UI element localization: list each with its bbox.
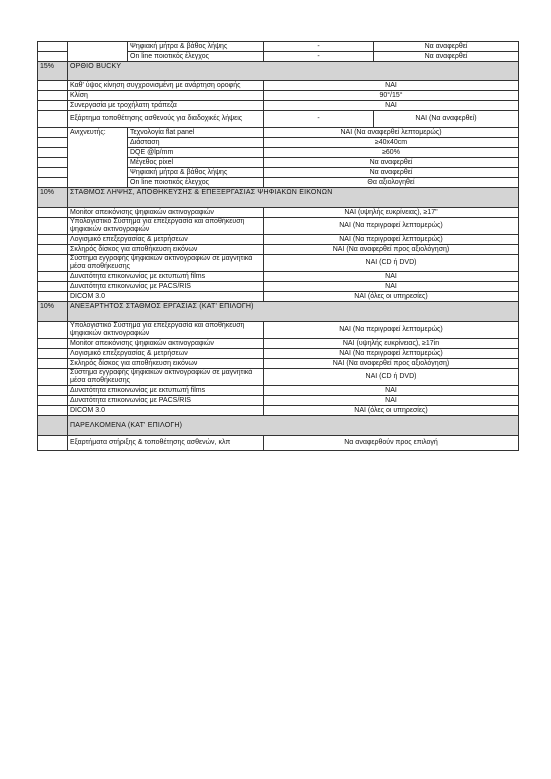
table-row xyxy=(38,52,519,62)
row-label: Καθ' ύψος κίνηση συγχρονισμένη με ανάρτηση οροφής xyxy=(68,81,264,91)
spec-table xyxy=(37,41,519,451)
row-value: Θα αξιολογηθεί xyxy=(264,178,519,188)
row-label: Ψηφιακή μήτρα & βάθος λήψης xyxy=(128,42,264,52)
row-label: Μέγεθος pixel xyxy=(128,158,264,168)
row-value: Να αναφερθεί xyxy=(264,168,519,178)
section-title: ΑΝΕΞΑΡΤΗΤΟΣ ΣΤΑΘΜΟΣ ΕΡΓΑΣΙΑΣ (ΚΑΤ' ΕΠΙΛΟΓΗ) xyxy=(68,302,519,322)
table-row xyxy=(38,436,519,451)
row-label: Σκληρός δίσκος για αποθήκευση εικόνων xyxy=(68,359,264,369)
row-label: Δυνατότητα επικοινωνίας με εκτυπωτή films xyxy=(68,386,264,396)
row-label: Monitor απεικόνισης ψηφιακών ακτινογραφιών xyxy=(68,339,264,349)
section-header xyxy=(38,188,519,208)
row-value: 90°/15° xyxy=(264,91,519,101)
table-row xyxy=(38,208,519,218)
pct-cell xyxy=(38,101,68,111)
table-row xyxy=(38,81,519,91)
pct-cell xyxy=(38,235,68,245)
row-value: ΝΑΙ (CD ή DVD) xyxy=(264,255,519,272)
section-header xyxy=(38,302,519,322)
row-value: ΝΑΙ (Να περιγραφεί λεπτομερώς) xyxy=(264,235,519,245)
section-weight: 15% xyxy=(38,62,68,81)
pct-cell xyxy=(38,91,68,101)
row-value: ΝΑΙ xyxy=(264,282,519,292)
pct-cell xyxy=(38,178,68,188)
group-label: Ανιχνευτής: xyxy=(68,128,128,188)
pct-cell xyxy=(38,339,68,349)
pct-cell xyxy=(38,359,68,369)
table-row xyxy=(38,406,519,416)
row-label: Εξάρτημα τοποθέτησης ασθενούς για διαδοχικές λήψεις xyxy=(68,111,264,128)
table-row xyxy=(38,235,519,245)
row-label: Υπολογιστικό Σύστημα για επεξεργασία και αποθήκευση ψηφιακών ακτινογραφιών xyxy=(68,218,264,235)
row-value: Να αναφερθεί xyxy=(374,42,519,52)
row-value: ΝΑΙ (Να αναφερθεί προς αξιολόγηση) xyxy=(264,245,519,255)
table-row xyxy=(38,292,519,302)
pct-cell xyxy=(38,128,68,138)
row-value: Να αναφερθούν προς επιλογή xyxy=(264,436,519,451)
row-value: ΝΑΙ (υψηλής ευκρίνειας), ≥17in xyxy=(264,339,519,349)
row-value: ΝΑΙ (Να αναφερθεί προς αξιολόγηση) xyxy=(264,359,519,369)
table-row xyxy=(38,396,519,406)
row-value: ΝΑΙ xyxy=(264,272,519,282)
row-value: ΝΑΙ (όλες οι υπηρεσίες) xyxy=(264,406,519,416)
table-row xyxy=(38,255,519,272)
pct-cell xyxy=(38,168,68,178)
row-label: Υπολογιστικό Σύστημα για επεξεργασία και αποθήκευση ψηφιακών ακτινογραφιών xyxy=(68,322,264,339)
pct-cell xyxy=(38,396,68,406)
row-label: Διάσταση xyxy=(128,138,264,148)
table-row xyxy=(38,282,519,292)
row-label: On line ποιοτικός έλεγχος xyxy=(128,178,264,188)
pct-cell xyxy=(38,272,68,282)
row-label: Δυνατότητα επικοινωνίας με PACS/RIS xyxy=(68,282,264,292)
section-title: ΠΑΡΕΛΚΟΜΕΝΑ (ΚΑΤ' ΕΠΙΛΟΓΗ) xyxy=(68,416,519,436)
pct-cell xyxy=(38,322,68,339)
row-mid: - xyxy=(264,42,374,52)
row-value: ΝΑΙ xyxy=(264,396,519,406)
row-value: ΝΑΙ (CD ή DVD) xyxy=(264,369,519,386)
table-row xyxy=(38,91,519,101)
row-label: DQE @lp/mm xyxy=(128,148,264,158)
table-row xyxy=(38,386,519,396)
group-cell xyxy=(68,42,128,52)
pct-cell xyxy=(38,111,68,128)
table-row xyxy=(38,369,519,386)
row-label: Σύστημα εγγραφής ψηφιακών ακτινογραφιών σε μαγνητικά μέσα αποθήκευσης xyxy=(68,369,264,386)
row-label: Εξαρτήματα στήριξης & τοποθέτησης ασθενών, κλπ xyxy=(68,436,264,451)
row-value: ΝΑΙ (Να περιγραφεί λεπτομερώς) xyxy=(264,218,519,235)
row-value: ΝΑΙ (Να αναφερθεί) xyxy=(374,111,519,128)
section-header xyxy=(38,416,519,436)
row-label: Σκληρός δίσκος για αποθήκευση εικόνων xyxy=(68,245,264,255)
row-value: ΝΑΙ (Να αναφερθεί λεπτομερώς) xyxy=(264,128,519,138)
row-value: ΝΑΙ (υψηλής ευκρίνειας), ≥17" xyxy=(264,208,519,218)
pct-cell xyxy=(38,406,68,416)
pct-cell xyxy=(38,218,68,235)
pct-cell xyxy=(38,436,68,451)
row-label: Monitor απεικόνισης ψηφιακών ακτινογραφιών xyxy=(68,208,264,218)
row-label: Σύστημα εγγραφής ψηφιακών ακτινογραφιών σε μαγνητικά μέσα αποθήκευσης xyxy=(68,255,264,272)
row-label: Δυνατότητα επικοινωνίας με εκτυπωτή films xyxy=(68,272,264,282)
row-value: ΝΑΙ xyxy=(264,81,519,91)
row-label: On line ποιοτικός έλεγχος xyxy=(128,52,264,62)
row-value: ≥40x40cm xyxy=(264,138,519,148)
pct-cell xyxy=(38,81,68,91)
row-value: ΝΑΙ (Να περιγραφεί λεπτομερώς) xyxy=(264,349,519,359)
pct-cell xyxy=(38,42,68,52)
row-value: ≥60% xyxy=(264,148,519,158)
table-row xyxy=(38,245,519,255)
table-row xyxy=(38,339,519,349)
section-header xyxy=(38,62,519,81)
pct-cell xyxy=(38,158,68,168)
table-row xyxy=(38,101,519,111)
row-value: ΝΑΙ (Να περιγραφεί λεπτομερώς) xyxy=(264,322,519,339)
row-value: ΝΑΙ xyxy=(264,101,519,111)
row-label: DICOM 3.0 xyxy=(68,406,264,416)
row-value: Να αναφερθεί xyxy=(374,52,519,62)
row-label: Ψηφιακή μήτρα & βάθος λήψης xyxy=(128,168,264,178)
table-row xyxy=(38,218,519,235)
table-row xyxy=(38,42,519,52)
table-row xyxy=(38,322,519,339)
pct-cell xyxy=(38,255,68,272)
section-weight: 10% xyxy=(38,188,68,208)
section-weight xyxy=(38,416,68,436)
row-label: Λογισμικό επεξεργασίας & μετρήσεων xyxy=(68,235,264,245)
section-weight: 10% xyxy=(38,302,68,322)
pct-cell xyxy=(38,208,68,218)
section-title: ΟΡΘΙΟ BUCKY xyxy=(68,62,519,81)
pct-cell xyxy=(38,245,68,255)
table-row xyxy=(38,359,519,369)
pct-cell xyxy=(38,138,68,148)
row-label: DICOM 3.0 xyxy=(68,292,264,302)
table-row xyxy=(38,349,519,359)
table-row xyxy=(38,272,519,282)
table-row xyxy=(38,111,519,128)
row-value: ΝΑΙ (όλες οι υπηρεσίες) xyxy=(264,292,519,302)
row-label: Κλίση xyxy=(68,91,264,101)
pct-cell xyxy=(38,52,68,62)
row-mid: - xyxy=(264,111,374,128)
pct-cell xyxy=(38,386,68,396)
row-label: Τεχνολογία flat panel xyxy=(128,128,264,138)
pct-cell xyxy=(38,292,68,302)
pct-cell xyxy=(38,282,68,292)
pct-cell xyxy=(38,349,68,359)
table-row xyxy=(38,128,519,138)
row-label: Λογισμικό επεξεργασίας & μετρήσεων xyxy=(68,349,264,359)
row-value: ΝΑΙ xyxy=(264,386,519,396)
row-label: Συνεργασία με τροχήλατη τράπεζα xyxy=(68,101,264,111)
row-value: Να αναφερθεί xyxy=(264,158,519,168)
row-mid: - xyxy=(264,52,374,62)
section-title: ΣΤΑΘΜΟΣ ΛΗΨΗΣ, ΑΠΟΘΗΚΕΥΣΗΣ & ΕΠΕΞΕΡΓΑΣΙΑΣ ΨΗΦΙΑΚΩΝ ΕΙΚΟΝΩΝ xyxy=(68,188,519,208)
pct-cell xyxy=(38,148,68,158)
row-label: Δυνατότητα επικοινωνίας με PACS/RIS xyxy=(68,396,264,406)
pct-cell xyxy=(38,369,68,386)
group-cell xyxy=(68,52,128,62)
